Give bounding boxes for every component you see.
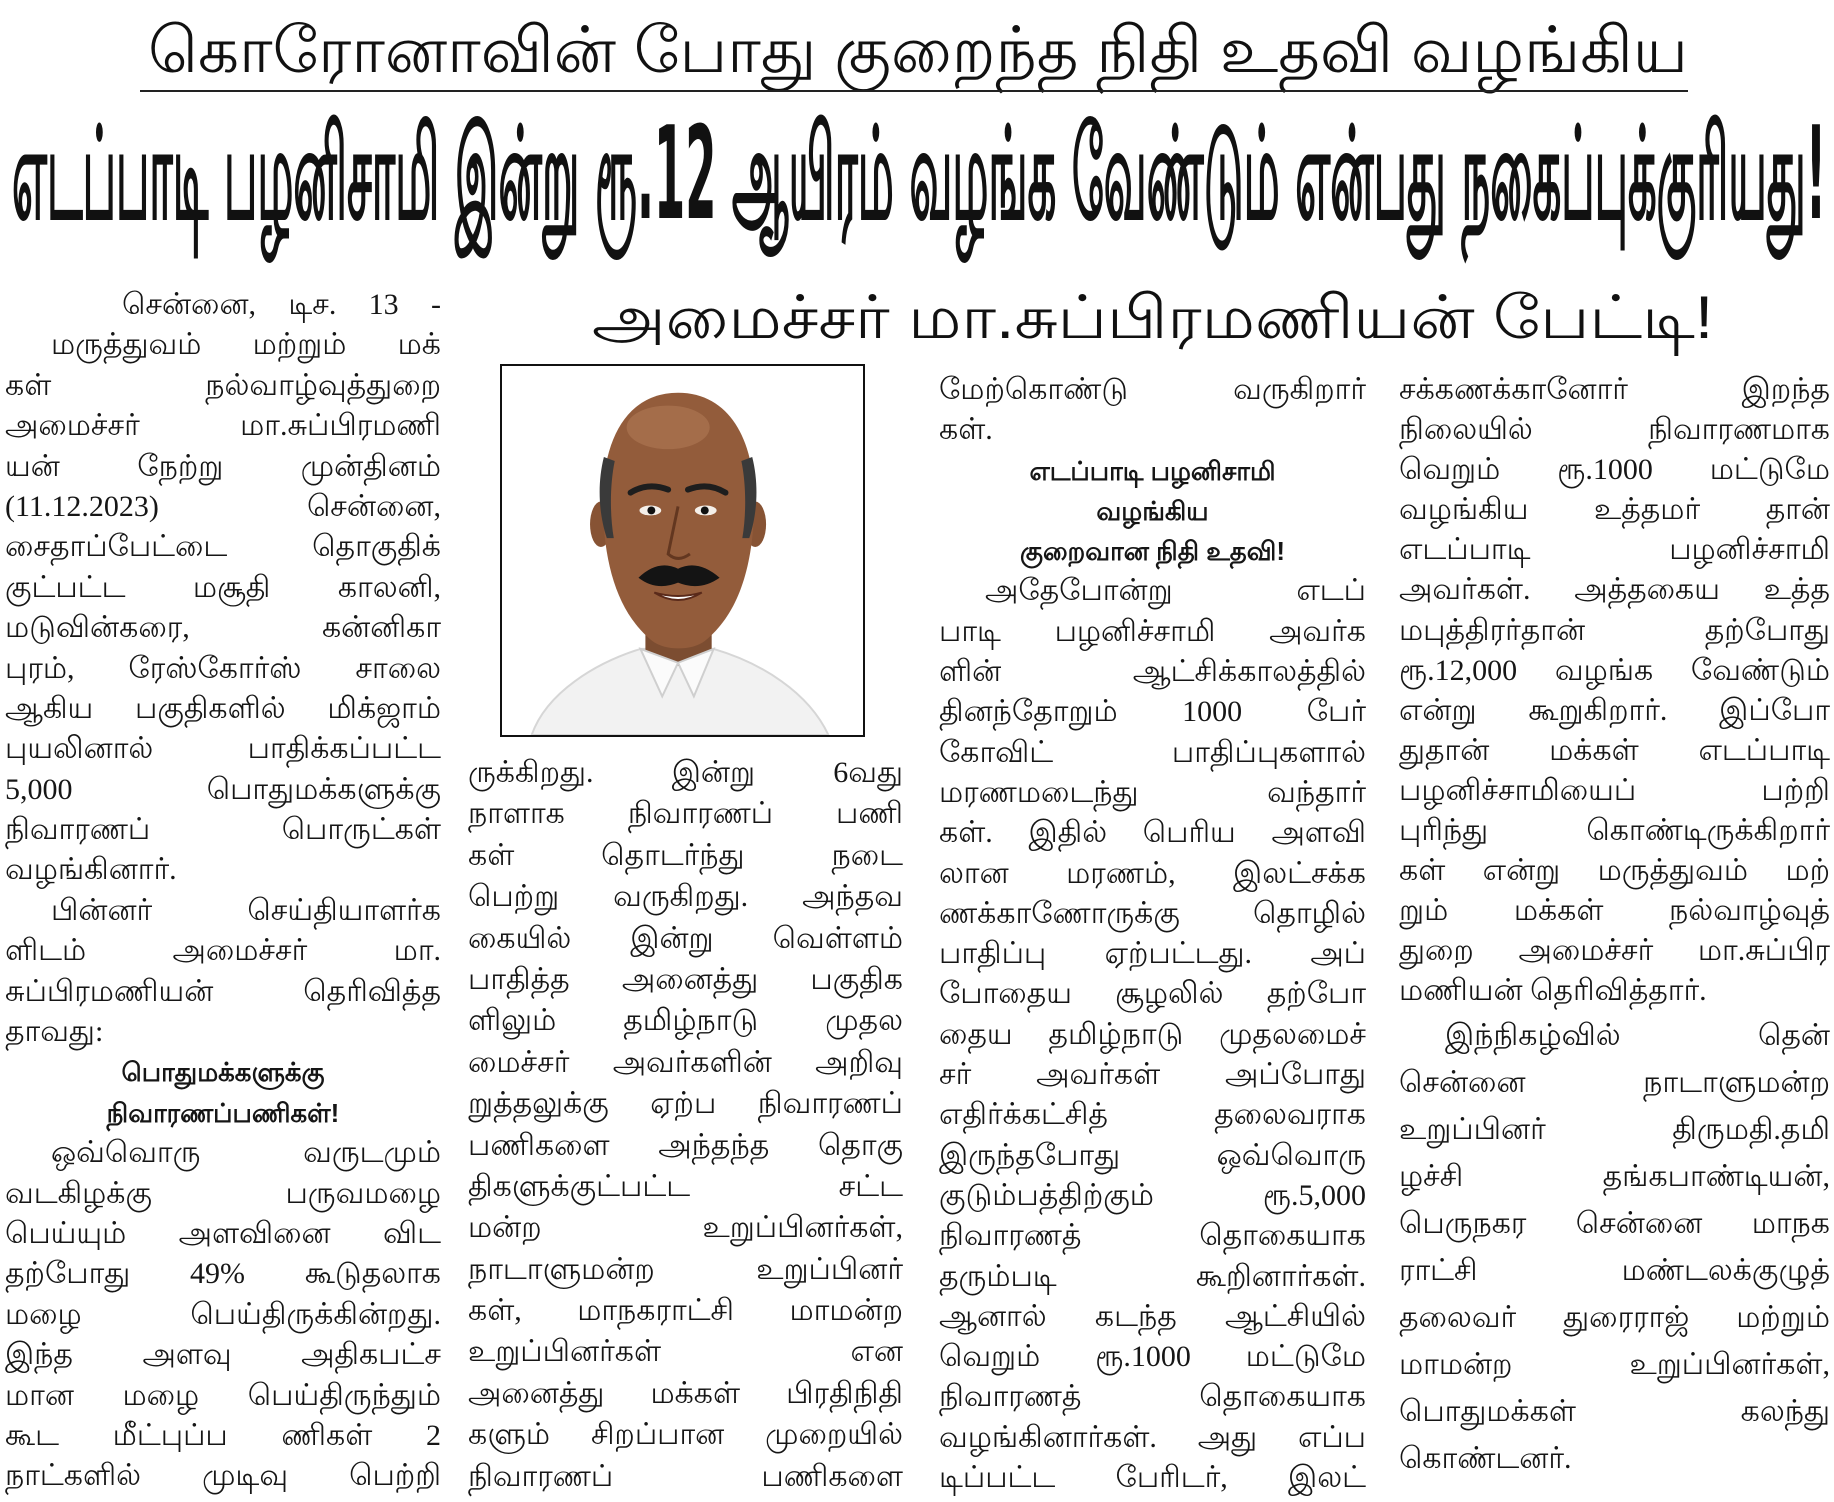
subheading-line: நிவாரணப்பணிகள்! xyxy=(106,1097,340,1128)
portrait-pupil-right xyxy=(701,506,709,514)
subtitle-headline-text: அமைச்சர் மா.சுப்பிரமணியன் பேட்டி! xyxy=(592,284,1714,351)
dateline xyxy=(5,285,441,325)
paragraph xyxy=(939,370,1366,451)
text-line: குடும்பத்திற்கும் ரூ.5,000 xyxy=(939,1178,1366,1212)
text-line: மணியன் தெரிவித்தார். xyxy=(1399,974,1707,1008)
text-line: நிவாரணத் தொகையாக xyxy=(939,1380,1366,1414)
text-line: ளிடம் அமைச்சர் மா. xyxy=(5,934,441,968)
text-line: உறுப்பினர்கள் என xyxy=(468,1335,903,1369)
text-line: ளிலும் தமிழ்நாடு முதல xyxy=(468,1004,903,1038)
text-line: றும் மக்கள் நல்வாழ்வுத் xyxy=(1399,894,1830,928)
text-line: புரிந்து கொண்டிருக்கிறார் xyxy=(1399,814,1830,848)
text-line: கொண்டனர். xyxy=(1399,1441,1572,1475)
text-line: யன் நேற்று முன்தினம் xyxy=(5,449,441,483)
text-line: மரணமடைந்து வந்தார் xyxy=(939,775,1366,809)
text-line: ருக்கிறது. இன்று 6வது xyxy=(468,756,903,789)
text-line: பாடி பழனிச்சாமி அவர்க xyxy=(939,614,1366,648)
paragraph xyxy=(5,1133,441,1497)
main-headline xyxy=(12,102,1826,248)
text-line: ஒவ்வொரு வருடமும் xyxy=(51,1136,441,1170)
article-column-3 xyxy=(939,370,1366,1498)
text-line: லான மரணம், இலட்சக்க xyxy=(939,856,1366,890)
text-line: மடுவின்கரை, கன்னிகா xyxy=(5,611,441,645)
kicker-headline xyxy=(148,10,1688,90)
text-line: மருத்துவம் மற்றும் மக் xyxy=(51,328,441,362)
text-line: தாவது: xyxy=(5,1015,104,1049)
text-line: நாட்களில் முடிவு பெற்றி xyxy=(5,1459,441,1493)
text-line: மபுத்திரர்தான் தற்போது xyxy=(1399,613,1830,647)
text-line: றுத்தலுக்கு ஏற்ப நிவாரணப் xyxy=(468,1087,903,1121)
main-headline-text: எடப்பாடி பழனிசாமி இன்று ரூ.12 ஆயிரம் வழங்க வேண்டும் என்பது நகைப்புக்குரியது! xyxy=(12,100,1827,249)
text-line: நிவாரணத் தொகையாக xyxy=(939,1219,1366,1253)
text-line: கையில் இன்று வெள்ளம் xyxy=(468,921,903,955)
text-line: இருந்தபோது ஒவ்வொரு xyxy=(939,1138,1366,1172)
article-column-2 xyxy=(468,752,903,1497)
text-line: தரும்படி கூறினார்கள். xyxy=(939,1259,1366,1293)
subtitle-headline xyxy=(592,282,1713,354)
text-line: மான மழை பெய்திருந்தும் xyxy=(5,1378,441,1412)
text-line: உறுப்பினர் திருமதி.தமி xyxy=(1399,1112,1830,1146)
text-line: கள். இதில் பெரிய அளவி xyxy=(939,816,1366,850)
paragraph xyxy=(468,752,903,1497)
text-line: கோவிட் பாதிப்புகளால் xyxy=(939,735,1366,769)
text-line: தற்போது 49% கூடுதலாக xyxy=(5,1257,441,1291)
text-line: வழங்கினார்கள். அது எப்ப xyxy=(939,1420,1366,1454)
text-line: இந்த அளவு அதிகபட்ச xyxy=(5,1338,441,1372)
text-line: மேற்கொண்டு வருகிறார் xyxy=(939,373,1366,406)
text-line: கள், மாநகராட்சி மாமன்ற xyxy=(468,1294,903,1328)
subheading-line: பொதுமக்களுக்கு xyxy=(121,1057,325,1088)
text-line: பெய்யும் அளவினை விட xyxy=(5,1216,441,1250)
paragraph xyxy=(1399,1012,1830,1482)
text-line: கள் தொடர்ந்து நடை xyxy=(468,838,903,872)
text-line: பெருநகர சென்னை மாநக xyxy=(1399,1206,1830,1240)
text-line: ணக்காணோருக்கு தொழில் xyxy=(939,896,1366,930)
text-line: கள் நல்வாழ்வுத்துறை xyxy=(5,368,441,402)
text-line: வெறும் ரூ.1000 மட்டுமே xyxy=(1399,453,1830,487)
paragraph xyxy=(5,891,441,1053)
headline-rule xyxy=(140,90,1688,92)
text-line: இந்நிகழ்வில் தென் xyxy=(1445,1018,1830,1052)
text-line: ராட்சி மண்டலக்குழுத் xyxy=(1399,1253,1830,1287)
text-line: பின்னர் செய்தியாளர்க xyxy=(51,893,441,927)
text-line: மழை பெய்திருக்கின்றது. xyxy=(5,1297,441,1331)
text-line: திகளுக்குட்பட்ட சட்ட xyxy=(468,1169,903,1203)
text-line: பணிகளை அந்தந்த தொகு xyxy=(468,1128,903,1162)
text-line: நிவாரணப் பொருட்கள் xyxy=(5,813,441,847)
text-line: டிப்பட்ட பேரிடர், இலட் xyxy=(939,1461,1366,1495)
text-line: தைய தமிழ்நாடு முதலமைச் xyxy=(939,1017,1366,1051)
text-line: வடகிழக்கு பருவமழை xyxy=(5,1176,441,1210)
text-line: பொதுமக்கள் கலந்து xyxy=(1399,1394,1830,1428)
text-line: எதிர்க்கட்சித் தலைவராக xyxy=(939,1098,1366,1132)
subheading-line: வழங்கிய xyxy=(1096,495,1209,526)
text-line: குட்பட்ட மசூதி காலனி, xyxy=(5,570,441,604)
portrait-pupil-left xyxy=(647,506,655,514)
paragraph xyxy=(5,325,441,890)
dateline-text: சென்னை, டிச. 13 - xyxy=(122,288,441,321)
text-line: தலைவர் துரைராஜ் மற்றும் xyxy=(1399,1300,1830,1334)
subheading-line: குறைவான நிதி உதவி! xyxy=(1020,536,1285,567)
text-line: மன்ற உறுப்பினர்கள், xyxy=(468,1211,903,1245)
text-line: என்று கூறுகிறார். இப்போ xyxy=(1399,693,1830,727)
text-line: ஆகிய பகுதிகளில் மிக்ஜாம் xyxy=(5,691,441,725)
paragraph xyxy=(1399,370,1830,1012)
text-line: அமைச்சர் மா.சுப்பிரமணி xyxy=(5,409,441,443)
text-line: தினந்தோறும் 1000 பேர் xyxy=(939,695,1366,729)
text-line: மாமன்ற உறுப்பினர்கள், xyxy=(1399,1347,1830,1381)
text-line: சைதாப்பேட்டை தொகுதிக் xyxy=(5,530,441,564)
text-line: சர் அவர்கள் அப்போது xyxy=(939,1058,1366,1092)
portrait-illustration xyxy=(502,366,863,735)
minister-photo xyxy=(500,364,865,737)
article-column-1 xyxy=(5,285,441,1497)
text-line: சென்னை நாடாளுமன்ற xyxy=(1399,1065,1830,1099)
text-line: போதைய சூழலில் தற்போ xyxy=(939,977,1366,1011)
text-line: வெறும் ரூ.1000 மட்டுமே xyxy=(939,1340,1366,1374)
text-line: களும் சிறப்பான முறையில் xyxy=(468,1418,903,1452)
text-line: சுப்பிரமணியன் தெரிவித்த xyxy=(5,974,441,1008)
text-line: நிவாரணப் பணிகளை xyxy=(468,1459,903,1493)
text-line: மைச்சர் அவர்களின் அறிவு xyxy=(468,1045,903,1079)
text-line: புயலினால் பாதிக்கப்பட்ட xyxy=(5,732,441,766)
text-line: அனைத்து மக்கள் பிரதிநிதி xyxy=(468,1376,903,1410)
text-line: ரூ.12,000 வழங்க வேண்டும் xyxy=(1399,653,1830,687)
text-line: பெற்று வருகிறது. அந்தவ xyxy=(468,880,903,914)
text-line: வழங்கிய உத்தமர் தான் xyxy=(1399,493,1830,527)
text-line: நாளாக நிவாரணப் பணி xyxy=(468,797,903,831)
text-line: வழங்கினார். xyxy=(5,853,177,887)
text-line: துறை அமைச்சர் மா.சுப்பிர xyxy=(1399,934,1830,968)
text-line: ழச்சி தங்கபாண்டியன், xyxy=(1399,1159,1830,1193)
text-line: எடப்பாடி பழனிச்சாமி xyxy=(1399,533,1830,567)
paragraph xyxy=(939,571,1366,1498)
section-subheading xyxy=(939,451,1366,572)
portrait-head-highlight xyxy=(627,406,710,450)
text-line: அவர்கள். அத்தகைய உத்த xyxy=(1399,573,1830,607)
section-subheading xyxy=(5,1052,441,1133)
text-line: நிலையில் நிவாரணமாக xyxy=(1399,413,1830,447)
text-line: 5,000 பொதுமக்களுக்கு xyxy=(5,772,441,806)
text-line: நாடாளுமன்ற உறுப்பினர் xyxy=(468,1252,903,1286)
text-line: சக்கணக்கானோர் இறந்த xyxy=(1399,373,1830,406)
text-line: பாதித்த அனைத்து பகுதிக xyxy=(468,962,903,996)
text-line: (11.12.2023) சென்னை, xyxy=(5,489,441,523)
text-line: கூட மீட்புப்ப ணிகள் 2 xyxy=(5,1418,441,1452)
text-line: ஆனால் கடந்த ஆட்சியில் xyxy=(939,1299,1366,1333)
text-line: பழனிச்சாமியைப் பற்றி xyxy=(1399,773,1830,807)
text-line: ளின் ஆட்சிக்காலத்தில் xyxy=(939,655,1366,689)
kicker-headline-text: கொரோனாவின் போது குறைந்த நிதி உதவி வழங்கிய xyxy=(148,14,1688,86)
subheading-line: எடப்பாடி பழனிசாமி xyxy=(1029,455,1276,486)
text-line: பாதிப்பு ஏற்பட்டது. அப் xyxy=(939,937,1366,971)
text-line: கள் என்று மருத்துவம் மற் xyxy=(1399,854,1830,888)
text-line: கள். xyxy=(939,413,993,447)
article-column-4 xyxy=(1399,370,1830,1482)
text-line: புரம், ரேஸ்கோர்ஸ் சாலை xyxy=(5,651,441,685)
text-line: துதான் மக்கள் எடப்பாடி xyxy=(1399,733,1830,767)
text-line: அதேபோன்று எடப் xyxy=(985,574,1366,608)
